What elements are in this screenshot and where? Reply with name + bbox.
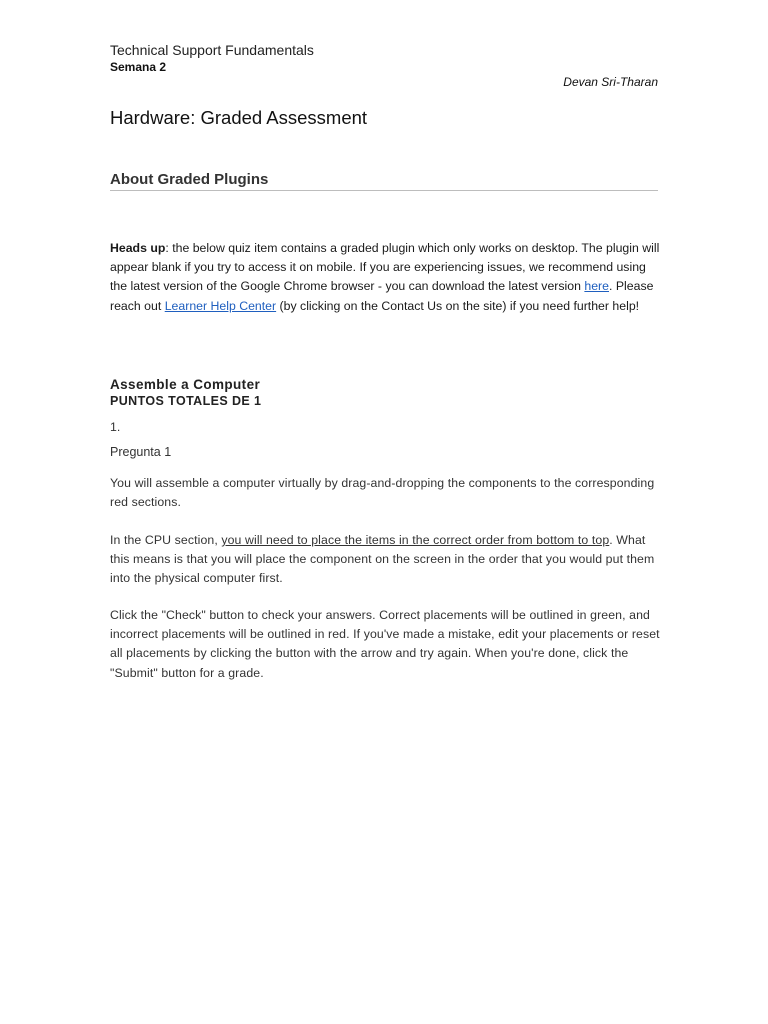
page-title: Hardware: Graded Assessment [110,107,368,128]
total-points: PUNTOS TOTALES DE 1 [110,394,262,408]
question-label: Pregunta 1 [110,445,172,459]
notice-text-3: (by clicking on the Contact Us on the site) if you need further help! [276,298,640,313]
instructions-paragraph-3: Click the "Check" button to check your answers. Correct placements will be outlined in green, and incorrect placements will be outlined in red. If you've made a mistake, edit your placements or reset all placements by clicking the button with the arrow and try again. When you're done, click the "Submit" button for a grade. [110,608,660,680]
instructions-paragraph-2 [110,531,660,589]
learner-help-center-link[interactable]: Learner Help Center [164,298,277,313]
section-heading: About Graded Plugins [110,171,658,191]
course-title: Technical Support Fundamentals [110,42,314,58]
para-2-emphasis: you will need to place the items in the correct order from bottom to top [221,533,610,547]
heads-up-notice [110,239,660,316]
heads-up-label: Heads up [110,241,166,255]
para-2-intro: In the CPU section, [110,533,222,547]
week-label: Semana 2 [110,60,167,74]
download-chrome-link[interactable]: here [584,279,609,294]
notice-text-2: . Please reach out [110,279,654,313]
instructions-paragraph-1: You will assemble a computer virtually by drag-and-dropping the components to the corresponding red sections. [110,476,655,510]
notice-text-1: : the below quiz item contains a graded plugin which only works on desktop. The plugin will appear blank if you try to access it on mobile. If you are experiencing issues, we recommend using the latest version of the Google Chrome browser - you can download the latest version [110,241,660,294]
quiz-item-title: Assemble a Computer [110,377,261,392]
para-2-rest: . What this means is that you will place the component on the screen in the order that you would put them into the physical computer first. [110,533,655,586]
question-number: 1. [110,420,121,434]
author-name: Devan Sri-Tharan [563,75,658,89]
document-page [110,0,658,1024]
